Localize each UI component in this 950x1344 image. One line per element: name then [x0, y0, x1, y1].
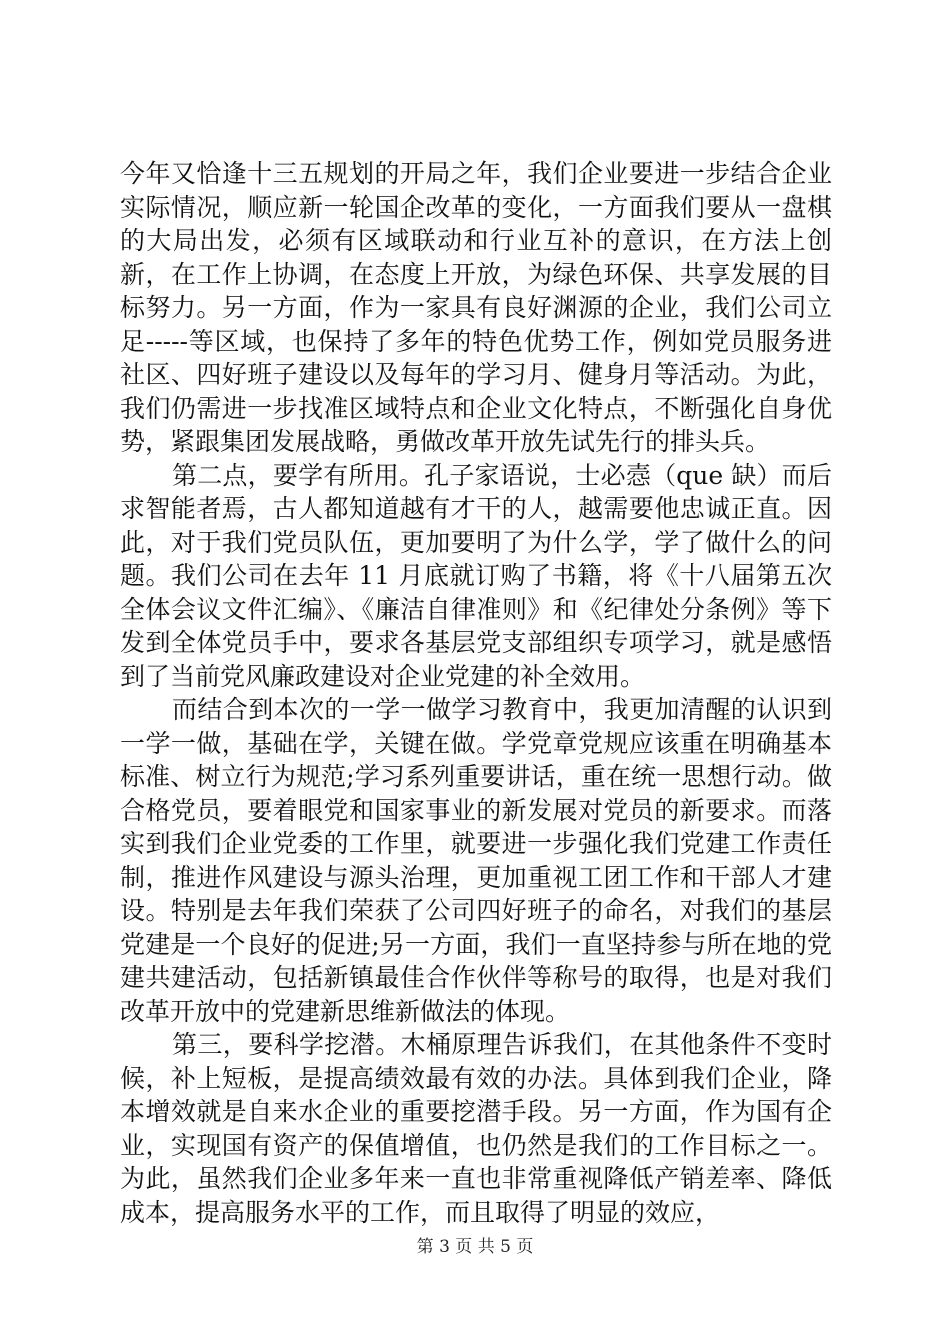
paragraph-4: 第三，要科学挖潜。木桶原理告诉我们，在其他条件不变时候，补上短板，是提高绩效最有效的办法。具体到我们企业，降本增效就是自来水企业的重要挖潜手段。另一方面，作为国有企业，实现国有资产的保值增值，也仍然是我们的工作目标之一。为此，虽然我们企业多年来一直也非常重视降低产销差率、降低成本，提高服务水平的工作，而且取得了明显的效应， — [120, 1030, 832, 1227]
paragraph-1: 今年又恰逢十三五规划的开局之年，我们企业要进一步结合企业实际情况，顺应新一轮国企改革的变化，一方面我们要从一盘棋的大局出发，必须有区域联动和行业互补的意识，在方法上创新，在工作上协调，在态度上开放，为绿色环保、共享发展的目标努力。另一方面，作为一家具有良好渊源的企业，我们公司立足-----等区域，也保持了多年的特色优势工作，例如党员服务进社区、四好班子建设以及每年的学习月、健身月等活动。为此，我们仍需进一步找准区域特点和企业文化特点，不断强化自身优势，紧跟集团发展战略，勇做改革开放先试先行的排头兵。 — [120, 159, 832, 456]
paragraph-2: 第二点，要学有所用。孔子家语说，士必悫（que 缺）而后求智能者焉，古人都知道越有才干的人，越需要他忠诚正直。因此，对于我们党员队伍，更加要明了为什么学，学了做什么的问题。我们公司在去年 11 月底就订购了书籍，将《十八届第五次全体会议文件汇编》、《廉洁自律准则》和《纪律处分条例》等下发到全体党员手中，要求各基层党支部组织专项学习，就是感悟到了当前党风廉政建设对企业党建的补全效用。 — [120, 460, 832, 691]
page-footer: 第 3 页 共 5 页 — [416, 1237, 534, 1257]
document-body — [120, 157, 832, 1229]
paragraph-3: 而结合到本次的一学一做学习教育中，我更加清醒的认识到一学一做，基础在学，关键在做。学党章党规应该重在明确基本标准、树立行为规范;学习系列重要讲话，重在统一思想行动。做合格党员，要着眼党和国家事业的新发展对党员的新要求。而落实到我们企业党委的工作里，就要进一步强化我们党建工作责任制，推进作风建设与源头治理，更加重视工团工作和干部人才建设。特别是去年我们荣获了公司四好班子的命名，对我们的基层党建是一个良好的促进;另一方面，我们一直坚持参与所在地的党建共建活动，包括新镇最佳合作伙伴等称号的取得，也是对我们改革开放中的党建新思维新做法的体现。 — [120, 695, 832, 1026]
